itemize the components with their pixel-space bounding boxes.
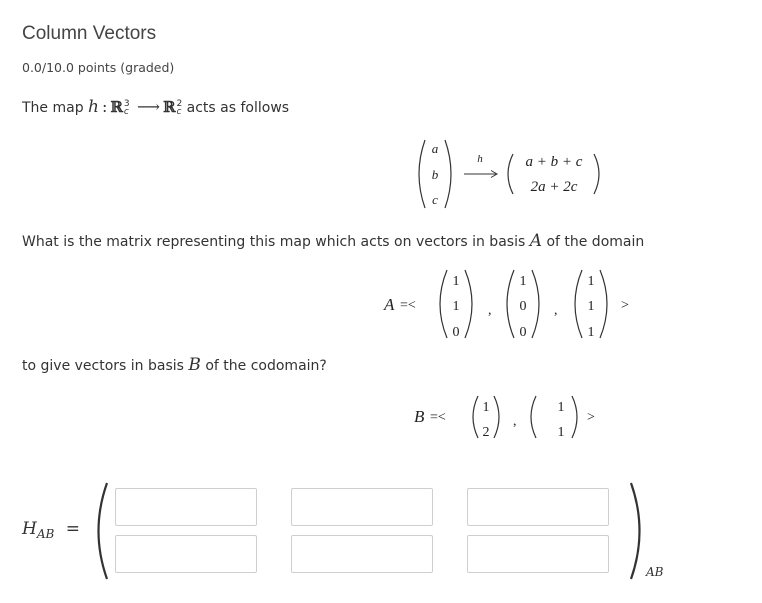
input-right-paren (445, 140, 451, 208)
matrix-cell-r1-c1[interactable] (115, 488, 257, 526)
basis-a-close: > (621, 298, 629, 313)
basis-b-open: =< (430, 410, 446, 425)
vector-entry: 2 (482, 425, 490, 440)
vector-entry: 1 (557, 425, 565, 440)
question-prefix: What is the matrix representing this map which acts on vectors in basis (22, 234, 526, 250)
vector-entry: 1 (557, 400, 565, 415)
points-status: 0.0/10.0 points (graded) (22, 60, 175, 75)
basis-a-display (378, 266, 640, 344)
basis-b-close: > (587, 410, 595, 425)
vector-right-paren (494, 396, 499, 438)
input-entry: c (432, 192, 438, 207)
colon: : (102, 97, 108, 116)
vector-entry: 1 (482, 400, 490, 415)
answer-label (22, 519, 80, 541)
map-symbol: h (88, 97, 99, 117)
vector-entry: 1 (587, 325, 595, 340)
basis-b-symbol: B (188, 355, 201, 375)
intro-sentence (22, 97, 289, 117)
question2-prefix: to give vectors in basis (22, 358, 184, 374)
basis-b-label: B (414, 407, 425, 426)
vector-right-paren (600, 270, 607, 338)
matrix-left-paren (88, 480, 112, 582)
comma: , (488, 303, 492, 318)
intro-text: The map (22, 100, 84, 116)
question-sentence (22, 231, 644, 251)
domain-sub: c (123, 107, 129, 117)
codomain-space: ℝ (162, 98, 176, 116)
output-entry: 2a + 2c (530, 179, 578, 195)
basis-a-symbol: A (529, 231, 542, 251)
codomain-scripts (176, 100, 182, 116)
vector-right-paren (465, 270, 472, 338)
answer-h-symbol: H (22, 519, 37, 539)
input-left-paren (419, 140, 425, 208)
vector-entry: 1 (587, 274, 595, 289)
question2-suffix: of the codomain? (205, 358, 327, 374)
codomain-sub: c (176, 107, 182, 117)
vector-entry: 0 (519, 299, 527, 314)
codomain-question (22, 355, 327, 375)
codomain-sup: 2 (176, 99, 183, 109)
input-entry: a (431, 141, 439, 156)
vector-entry: 1 (587, 299, 595, 314)
comma: , (513, 414, 517, 429)
vector-entry: 1 (519, 274, 527, 289)
vector-left-paren (531, 396, 536, 438)
basis-a-open: =< (400, 298, 416, 313)
map-display (408, 136, 618, 212)
domain-scripts (124, 100, 130, 116)
vector-left-paren (575, 270, 582, 338)
output-right-paren (594, 154, 599, 194)
domain-space: ℝ (110, 98, 123, 116)
output-left-paren (508, 154, 513, 194)
basis-b-display (408, 393, 608, 443)
domain-sup: 3 (123, 99, 130, 109)
output-entry: a + b + c (525, 154, 583, 170)
vector-entry: 1 (452, 274, 460, 289)
vector-entry: 0 (519, 325, 527, 340)
matrix-cell-r1-c2[interactable] (291, 488, 433, 526)
basis-a-label: A (384, 295, 395, 314)
matrix-cell-r1-c3[interactable] (467, 488, 609, 526)
matrix-cell-r2-c3[interactable] (467, 535, 609, 573)
matrix-subscript: AB (646, 565, 664, 579)
vector-left-paren (507, 270, 514, 338)
page-title: Column Vectors (22, 23, 157, 44)
matrix-cell-r2-c1[interactable] (115, 535, 257, 573)
vector-right-paren (572, 396, 577, 438)
vector-left-paren (473, 396, 478, 438)
comma: , (554, 303, 558, 318)
map-arrow-label: h (477, 153, 483, 165)
vector-left-paren (440, 270, 447, 338)
input-entry: b (431, 167, 439, 182)
question-middle: of the domain (546, 234, 645, 250)
intro-suffix: acts as follows (186, 100, 290, 116)
answer-equals: = (65, 519, 80, 539)
vector-right-paren (532, 270, 539, 338)
vector-entry: 0 (452, 325, 460, 340)
vector-entry: 1 (452, 299, 460, 314)
matrix-cell-r2-c2[interactable] (291, 535, 433, 573)
answer-label-sub: AB (36, 527, 55, 541)
map-arrow: ⟶ (137, 97, 160, 116)
